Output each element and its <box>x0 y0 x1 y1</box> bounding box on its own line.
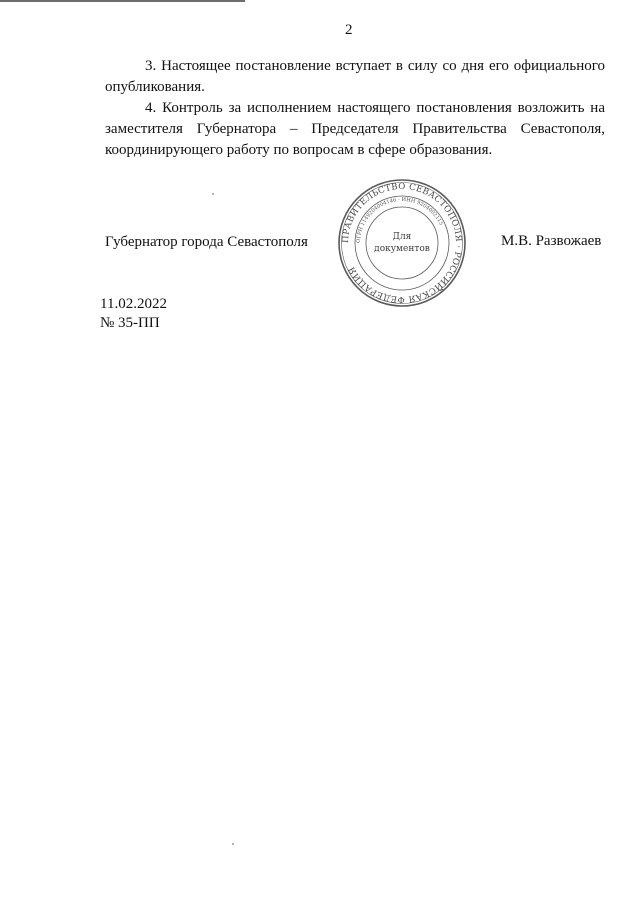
seal-center-line1: Для <box>392 232 412 242</box>
document-date: 11.02.2022 <box>100 296 167 312</box>
signatory-title: Губернатор города Севастополя <box>105 234 308 250</box>
official-seal <box>337 178 467 308</box>
top-edge-line <box>0 0 245 2</box>
signatory-name: М.В. Развожаев <box>501 233 602 249</box>
seal-center-line2: документов <box>374 244 430 254</box>
scan-speck <box>232 843 234 845</box>
document-number: № 35-ПП <box>100 315 160 331</box>
document-body <box>105 56 605 161</box>
scan-speck <box>212 193 214 195</box>
clause-4: 4. Контроль за исполнением настоящего постановления возложить на заместителя Губернатора – Председателя Правительства Севастополя, координирующего работу по вопросам в сфере образования. <box>105 100 605 158</box>
seal-inner-text: ОГРН 1149204004146 · ИНН 9204002115 <box>355 196 444 244</box>
page-number: 2 <box>345 22 353 38</box>
clause-3: 3. Настоящее постановление вступает в силу со дня его официального опубликования. <box>105 58 605 95</box>
seal-outer-text: ПРАВИТЕЛЬСТВО СЕВАСТОПОЛЯ · РОССИЙСКАЯ ФЕДЕРАЦИЯ <box>340 181 464 305</box>
